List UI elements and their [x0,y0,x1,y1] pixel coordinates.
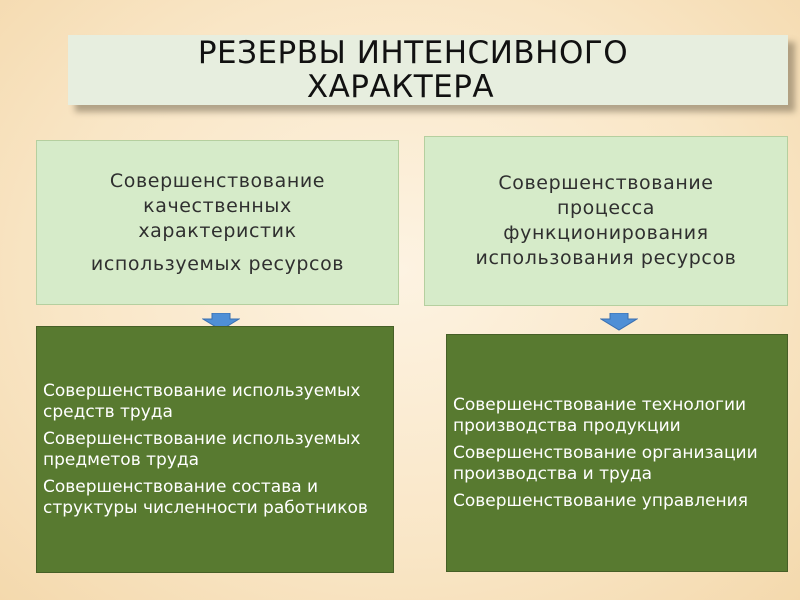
right-category-box [424,136,788,306]
list-item: Совершенствование используемых средств труда [43,380,361,422]
left-detail-box [36,326,394,573]
list-item: Совершенствование организации производства и труда [453,442,758,484]
right-heading-line-2: процесса [556,197,656,219]
left-heading-line-4: используемых ресурсов [90,252,345,275]
title-box [68,35,788,105]
list-item: Совершенствование управления [453,490,748,511]
title-line-2: ХАРАКТЕРА [306,69,495,105]
page-title [68,35,788,105]
list-item: Совершенствование состава и структуры численности работников [43,476,368,518]
left-heading-line-3: характеристик [138,219,297,242]
right-heading-line-4: использования ресурсов [475,247,737,269]
list-item: Совершенствование технологии производства продукции [453,394,747,436]
left-category-box [36,140,399,305]
arrow-down-icon [600,313,638,331]
left-heading-line-1: Совершенствование [109,169,326,192]
right-heading-line-1: Совершенствование [498,172,714,194]
left-heading-line-2: качественных [143,194,292,217]
list-item: Совершенствование используемых предметов труда [43,428,361,470]
right-heading-line-3: функционирования [503,222,709,244]
right-detail-box [446,334,788,572]
title-line-1: РЕЗЕРВЫ ИНТЕНСИВНОГО [197,35,629,71]
